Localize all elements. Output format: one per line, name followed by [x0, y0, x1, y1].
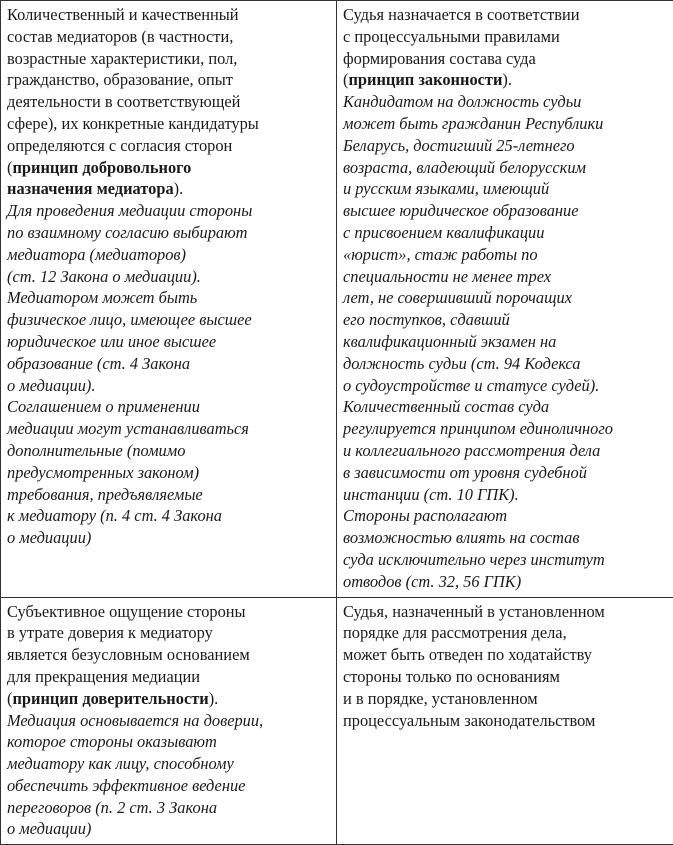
text-line: специальности не менее трех — [343, 266, 667, 288]
table-row — [1, 1, 673, 598]
text-line — [343, 69, 667, 91]
text-line: Субъективное ощущение стороны — [7, 601, 330, 623]
principle-name: принцип законности — [348, 70, 502, 89]
text-line: возраста, владеющий белорусским — [343, 157, 667, 179]
text-line: квалификационный экзамен на — [343, 331, 667, 353]
text-line: и коллегиального рассмотрения дела — [343, 440, 667, 462]
text-line: должность судьи (ст. 94 Кодекса — [343, 353, 667, 375]
text-line: и русским языками, имеющий — [343, 178, 667, 200]
text-line: его поступков, сдавший — [343, 309, 667, 331]
text-line: Количественный и качественный — [7, 4, 330, 26]
text-line: может быть гражданин Республики — [343, 113, 667, 135]
text-line: медиатора (медиаторов) — [7, 244, 330, 266]
line-prefix: ( — [343, 70, 348, 89]
text-line: требования, предъявляемые — [7, 484, 330, 506]
text-line: является безусловным основанием — [7, 644, 330, 666]
text-line: Соглашением о применении — [7, 396, 330, 418]
principle-name: назначения медиатора — [7, 179, 174, 198]
mediator-cell — [1, 1, 337, 598]
text-line: деятельности в соответствующей — [7, 91, 330, 113]
text-line — [7, 178, 330, 200]
table-row — [1, 597, 673, 845]
text-line: переговоров (п. 2 ст. 3 Закона — [7, 797, 330, 819]
text-line: (ст. 12 Закона о медиации). — [7, 266, 330, 288]
text-line: для прекращения медиации — [7, 666, 330, 688]
text-line: Для проведения медиации стороны — [7, 200, 330, 222]
text-line: Судья назначается в соответствии — [343, 4, 667, 26]
text-line: состав медиаторов (в частности, — [7, 26, 330, 48]
text-line: определяются с согласия сторон — [7, 135, 330, 157]
text-line: может быть отведен по ходатайству — [343, 644, 667, 666]
text-line: медиации могут устанавливаться — [7, 418, 330, 440]
text-line: гражданство, образование, опыт — [7, 69, 330, 91]
text-line: дополнительные (помимо — [7, 440, 330, 462]
text-line: Количественный состав суда — [343, 396, 667, 418]
line-suffix: ). — [502, 70, 512, 89]
text-line: Кандидатом на должность судьи — [343, 91, 667, 113]
text-line: образование (ст. 4 Закона — [7, 353, 330, 375]
text-line: по взаимному согласию выбирают — [7, 222, 330, 244]
text-line: с присвоением квалификации — [343, 222, 667, 244]
text-line: о судоустройстве и статусе судей). — [343, 375, 667, 397]
mediator-cell — [1, 597, 337, 845]
text-line: инстанции (ст. 10 ГПК). — [343, 484, 667, 506]
text-line: с процессуальными правилами — [343, 26, 667, 48]
principle-name: принцип доверительности — [12, 689, 208, 708]
text-line: лет, не совершивший порочащих — [343, 287, 667, 309]
text-line — [7, 688, 330, 710]
line-prefix: ( — [7, 689, 12, 708]
text-line: Судья, назначенный в установленном — [343, 601, 667, 623]
line-prefix: ( — [7, 158, 12, 177]
text-line: Медиатором может быть — [7, 287, 330, 309]
text-line: обеспечить эффективное ведение — [7, 775, 330, 797]
text-line: которое стороны оказывают — [7, 731, 330, 753]
text-line: высшее юридическое образование — [343, 200, 667, 222]
line-suffix: ). — [174, 179, 184, 198]
text-line: суда исключительно через институт — [343, 549, 667, 571]
text-line — [7, 157, 330, 179]
text-line: стороны только по основаниям — [343, 666, 667, 688]
text-line: отводов (ст. 32, 56 ГПК) — [343, 571, 667, 593]
text-line: о медиации). — [7, 375, 330, 397]
principle-name: принцип добровольного — [12, 158, 191, 177]
judge-cell — [337, 597, 673, 845]
judge-cell — [337, 1, 673, 598]
text-line: о медиации) — [7, 527, 330, 549]
text-line: формирования состава суда — [343, 48, 667, 70]
text-line: предусмотренных законом) — [7, 462, 330, 484]
text-line: Медиация основывается на доверии, — [7, 710, 330, 732]
text-line: возрастные характеристики, пол, — [7, 48, 330, 70]
text-line: возможностью влиять на состав — [343, 527, 667, 549]
text-line: юридическое или иное высшее — [7, 331, 330, 353]
text-line: к медиатору (п. 4 ст. 4 Закона — [7, 505, 330, 527]
text-line: процессуальным законодательством — [343, 710, 667, 732]
text-line: «юрист», стаж работы по — [343, 244, 667, 266]
text-line: Стороны располагают — [343, 505, 667, 527]
text-line: о медиации) — [7, 818, 330, 840]
line-suffix: ). — [209, 689, 219, 708]
text-line: Беларусь, достигший 25-летнего — [343, 135, 667, 157]
text-line: сфере), их конкретные кандидатуры — [7, 113, 330, 135]
text-line: в утрате доверия к медиатору — [7, 622, 330, 644]
text-line: в зависимости от уровня судебной — [343, 462, 667, 484]
text-line: медиатору как лицу, способному — [7, 753, 330, 775]
text-line: регулируется принципом единоличного — [343, 418, 667, 440]
text-line: порядке для рассмотрения дела, — [343, 622, 667, 644]
text-line: физическое лицо, имеющее высшее — [7, 309, 330, 331]
text-line: и в порядке, установленном — [343, 688, 667, 710]
